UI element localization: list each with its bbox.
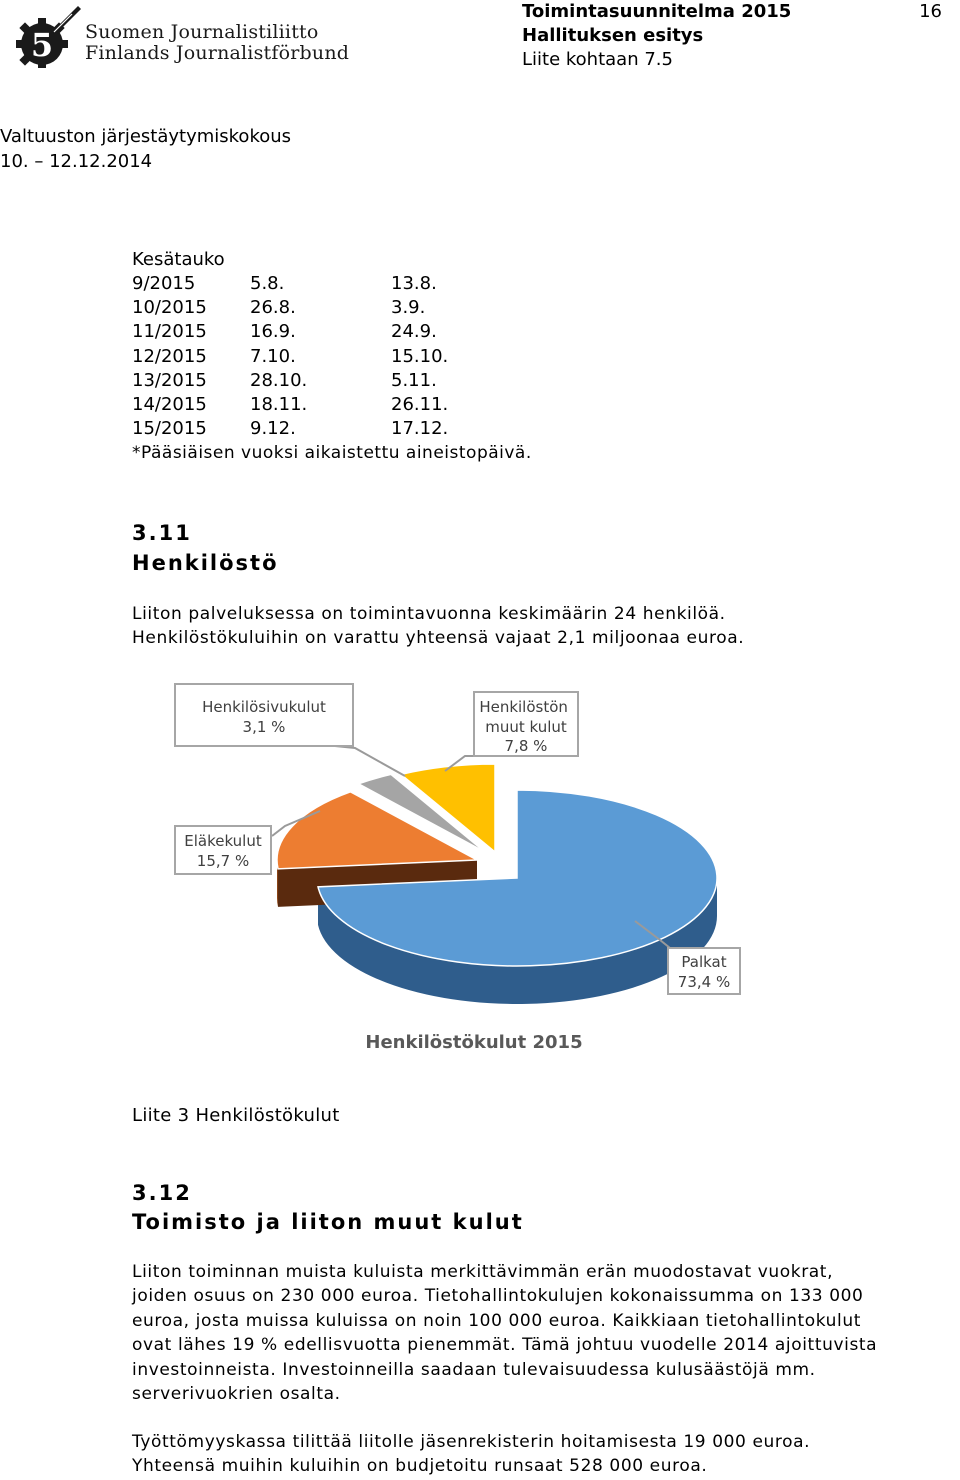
paragraph-line: ovat lähes 19 % edellisvuotta pienemmät. Tämä johtuu vuodelle 2014 ajoittuvista <box>132 1335 878 1356</box>
schedule-issue: 14/2015 <box>132 394 207 415</box>
callout-leader-henkilosivukulut <box>335 746 405 776</box>
logo-emblem-icon <box>10 4 82 70</box>
paragraph-line: serverivuokrien osalta. <box>132 1384 341 1405</box>
paragraph-line: euroa, josta muissa kuluissa on noin 100 000 euroa. Kaikkiaan tietohallintokulut <box>132 1310 862 1331</box>
schedule-title: Kesätauko <box>132 249 225 270</box>
schedule-date-1: 28.10. <box>250 369 308 391</box>
schedule-date-1: 9.12. <box>250 418 296 440</box>
schedule-date-2: 3.9. <box>391 297 426 319</box>
section-312-paragraph-1 <box>132 1260 952 1406</box>
paragraph-line: Työttömyyskassa tilittää liitolle jäsenrekisterin hoitamisesta 19 000 euroa. <box>132 1432 811 1452</box>
schedule-date-2: 26.11. <box>391 394 449 415</box>
attachment-reference: Liite kohtaan 7.5 <box>522 49 673 70</box>
organization-name-fi: Suomen Journalistiliitto <box>85 21 319 43</box>
chart-title: Henkilöstökulut 2015 <box>365 1032 583 1053</box>
value-palkat: 73,4 % <box>677 973 731 991</box>
document-header <box>522 0 791 72</box>
schedule-issue: 10/2015 <box>132 297 207 319</box>
value-muut-kulut: 7,8 % <box>504 737 548 755</box>
schedule-date-1: 7.10. <box>250 345 296 367</box>
schedule-date-2: 17.12. <box>391 418 449 440</box>
section-311-line: Henkilöstökuluihin on varattu yhteensä vajaat 2,1 miljoonaa euroa. <box>132 628 745 649</box>
section-312-title: Toimisto ja liiton muut kulut <box>132 1210 524 1234</box>
figure-caption: Liite 3 Henkilöstökulut <box>132 1105 340 1126</box>
schedule-date-1: 5.8. <box>250 273 285 294</box>
callout-palkat <box>668 948 740 994</box>
section-312-paragraph-2 <box>132 1430 952 1479</box>
svg-text:5: 5 <box>30 26 54 64</box>
schedule-date-2: 24.9. <box>391 321 437 343</box>
meeting-dates: 10. – 12.12.2014 <box>0 151 153 172</box>
section-311-title: Henkilöstö <box>132 551 279 575</box>
schedule-date-2: 15.10. <box>391 345 449 367</box>
label-henkilosivukulut: Henkilösivukulut <box>202 698 326 716</box>
section-312-number: 3.12 <box>132 1181 192 1205</box>
organization-name <box>85 22 349 64</box>
value-henkilosivukulut: 3,1 % <box>242 718 286 736</box>
schedule-issue: 13/2015 <box>132 369 207 391</box>
schedule-issue: 9/2015 <box>132 273 196 294</box>
document-title: Toimintasuunnitelma 2015 <box>522 1 792 22</box>
section-311-number: 3.11 <box>132 521 192 545</box>
schedule-issue: 12/2015 <box>132 345 207 367</box>
paragraph-line: Yhteensä muihin kuluihin on budjetoitu runsaat 528 000 euroa. <box>132 1456 708 1477</box>
label-muut-kulut-line2: muut kulut <box>485 718 567 736</box>
schedule-date-1: 16.9. <box>250 321 296 343</box>
callout-muut-kulut <box>474 692 578 756</box>
paragraph-line: investoinneista. Investoinneilla saadaan tulevaisuudessa kulusäästöjä mm. <box>132 1359 816 1380</box>
page-number: 16 <box>919 1 942 22</box>
paragraph-line: Liiton toiminnan muista kuluista merkittävimmän erän muodostavat vuokrat, <box>132 1262 834 1282</box>
schedule-date-1: 26.8. <box>250 297 296 319</box>
schedule-date-1: 18.11. <box>250 394 308 415</box>
callout-henkilosivukulut <box>175 684 353 746</box>
section-311-text <box>132 602 952 651</box>
schedule-issue: 15/2015 <box>132 418 207 440</box>
value-elakekulut: 15,7 % <box>196 852 250 870</box>
document-subtitle: Hallituksen esitys <box>522 25 704 46</box>
schedule-issue: 11/2015 <box>132 321 207 343</box>
meeting-info <box>0 124 291 174</box>
label-elakekulut: Eläkekulut <box>184 832 262 850</box>
section-311-line: Liiton palveluksessa on toimintavuonna keskimäärin 24 henkilöä. <box>132 604 726 624</box>
pie-chart-container <box>165 676 785 1066</box>
schedule-note: *Pääsiäisen vuoksi aikaistettu aineistopäivä. <box>132 443 532 463</box>
organization-name-sv: Finlands Journalistförbund <box>85 42 350 64</box>
pie-chart <box>165 676 785 1066</box>
callout-elakekulut <box>175 826 271 874</box>
label-muut-kulut-line1: Henkilöstön <box>479 698 568 716</box>
schedule-date-2: 13.8. <box>391 273 437 294</box>
paragraph-line: joiden osuus on 230 000 euroa. Tietohallintokulujen kokonaissumma on 133 000 <box>132 1286 864 1307</box>
schedule-date-2: 5.11. <box>391 369 437 391</box>
meeting-name: Valtuuston järjestäytymiskokous <box>0 126 292 147</box>
label-palkat: Palkat <box>681 953 727 971</box>
